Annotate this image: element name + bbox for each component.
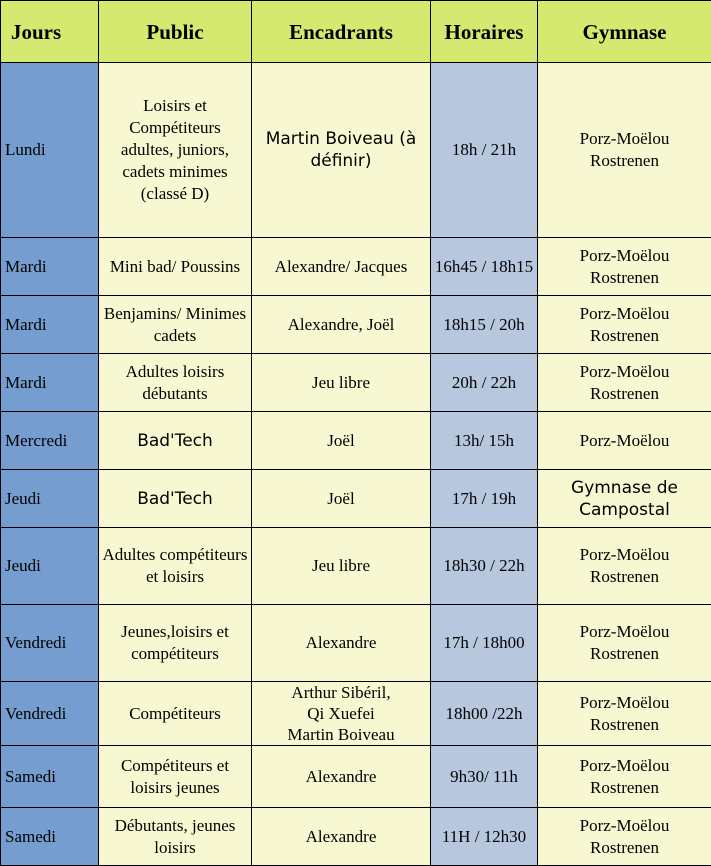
cell-public: Loisirs et Compétiteurs adultes, juniors, cadets minimes (classé D) — [99, 63, 252, 238]
cell-gymnase — [538, 605, 711, 682]
cell-public: Compétiteurs et loisirs jeunes — [99, 746, 252, 808]
gymnase-line: Rostrenen — [590, 268, 659, 287]
cell-public: Adultes compétiteurs et loisirs — [99, 528, 252, 605]
gymnase-line: Porz-Moëlou — [580, 622, 670, 641]
header-public: Public — [99, 1, 252, 63]
table-row — [1, 682, 711, 746]
gymnase-line: Porz-Moëlou — [580, 246, 670, 265]
gymnase-line: Rostrenen — [590, 838, 659, 857]
table-row — [1, 808, 711, 866]
table-row — [1, 605, 711, 682]
cell-public: Benjamins/ Minimes cadets — [99, 296, 252, 354]
cell-horaires: 16h45 / 18h15 — [431, 238, 538, 296]
cell-encadrants: Alexandre — [252, 746, 431, 808]
gymnase-line: Rostrenen — [590, 384, 659, 403]
cell-horaires: 13h/ 15h — [431, 412, 538, 470]
cell-horaires: 9h30/ 11h — [431, 746, 538, 808]
cell-gymnase — [538, 808, 711, 866]
table-row — [1, 746, 711, 808]
gymnase-line: Rostrenen — [590, 715, 659, 734]
cell-public: Bad'Tech — [99, 470, 252, 528]
encadrant-name: Arthur Sibéril, — [291, 683, 390, 702]
header-gymnase: Gymnase — [538, 1, 711, 63]
cell-encadrants — [252, 682, 431, 746]
table-row — [1, 354, 711, 412]
cell-encadrants: Jeu libre — [252, 528, 431, 605]
cell-jour: Lundi — [1, 63, 99, 238]
cell-horaires: 17h / 19h — [431, 470, 538, 528]
gymnase-line: Rostrenen — [590, 644, 659, 663]
cell-gymnase — [538, 682, 711, 746]
cell-public: Jeunes,loisirs et compétiteurs — [99, 605, 252, 682]
cell-public: Débutants, jeunes loisirs — [99, 808, 252, 866]
cell-horaires: 18h00 /22h — [431, 682, 538, 746]
cell-encadrants: Alexandre/ Jacques — [252, 238, 431, 296]
gymnase-line: Porz-Moëlou — [580, 304, 670, 323]
cell-gymnase — [538, 470, 711, 528]
cell-gymnase — [538, 354, 711, 412]
gymnase-line: Rostrenen — [590, 778, 659, 797]
cell-jour: Samedi — [1, 746, 99, 808]
cell-gymnase — [538, 746, 711, 808]
encadrant-name: Qi Xuefei — [307, 704, 375, 723]
header-encadrants: Encadrants — [252, 1, 431, 63]
cell-jour: Mercredi — [1, 412, 99, 470]
cell-encadrants: Alexandre — [252, 808, 431, 866]
gymnase-line: Porz-Moëlou — [580, 129, 670, 148]
gymnase-line: Porz-Moëlou — [580, 431, 670, 450]
table-row — [1, 470, 711, 528]
cell-encadrants: Jeu libre — [252, 354, 431, 412]
cell-jour: Mardi — [1, 354, 99, 412]
cell-public: Mini bad/ Poussins — [99, 238, 252, 296]
table-row — [1, 238, 711, 296]
cell-horaires: 18h30 / 22h — [431, 528, 538, 605]
gymnase-line: Porz-Moëlou — [580, 545, 670, 564]
gymnase-line: Porz-Moëlou — [580, 693, 670, 712]
cell-horaires: 20h / 22h — [431, 354, 538, 412]
cell-encadrants: Martin Boiveau (à définir) — [252, 63, 431, 238]
cell-gymnase — [538, 238, 711, 296]
gymnase-line: Rostrenen — [590, 151, 659, 170]
cell-public: Compétiteurs — [99, 682, 252, 746]
cell-jour: Vendredi — [1, 682, 99, 746]
cell-gymnase — [538, 528, 711, 605]
cell-encadrants: Alexandre — [252, 605, 431, 682]
cell-gymnase — [538, 63, 711, 238]
header-jours: Jours — [1, 1, 99, 63]
cell-jour: Jeudi — [1, 470, 99, 528]
encadrant-name: Martin Boiveau — [287, 725, 394, 744]
table-row — [1, 412, 711, 470]
cell-public: Bad'Tech — [99, 412, 252, 470]
cell-jour: Samedi — [1, 808, 99, 866]
cell-jour: Jeudi — [1, 528, 99, 605]
cell-horaires: 18h15 / 20h — [431, 296, 538, 354]
gymnase-line: Porz-Moëlou — [580, 816, 670, 835]
cell-jour: Vendredi — [1, 605, 99, 682]
cell-jour: Mardi — [1, 296, 99, 354]
cell-encadrants: Joël — [252, 470, 431, 528]
cell-encadrants: Alexandre, Joël — [252, 296, 431, 354]
cell-horaires: 18h / 21h — [431, 63, 538, 238]
table-row — [1, 528, 711, 605]
cell-encadrants: Joël — [252, 412, 431, 470]
cell-gymnase — [538, 296, 711, 354]
cell-horaires: 17h / 18h00 — [431, 605, 538, 682]
header-row — [1, 1, 711, 63]
cell-horaires: 11H / 12h30 — [431, 808, 538, 866]
header-horaires: Horaires — [431, 1, 538, 63]
cell-public: Adultes loisirs débutants — [99, 354, 252, 412]
cell-gymnase — [538, 412, 711, 470]
gymnase-line: Gymnase de — [571, 478, 678, 498]
table-row — [1, 296, 711, 354]
gymnase-line: Campostal — [579, 500, 670, 520]
gymnase-line: Rostrenen — [590, 567, 659, 586]
table-row — [1, 63, 711, 238]
gymnase-line: Porz-Moëlou — [580, 362, 670, 381]
cell-jour: Mardi — [1, 238, 99, 296]
gymnase-line: Rostrenen — [590, 326, 659, 345]
gymnase-line: Porz-Moëlou — [580, 756, 670, 775]
